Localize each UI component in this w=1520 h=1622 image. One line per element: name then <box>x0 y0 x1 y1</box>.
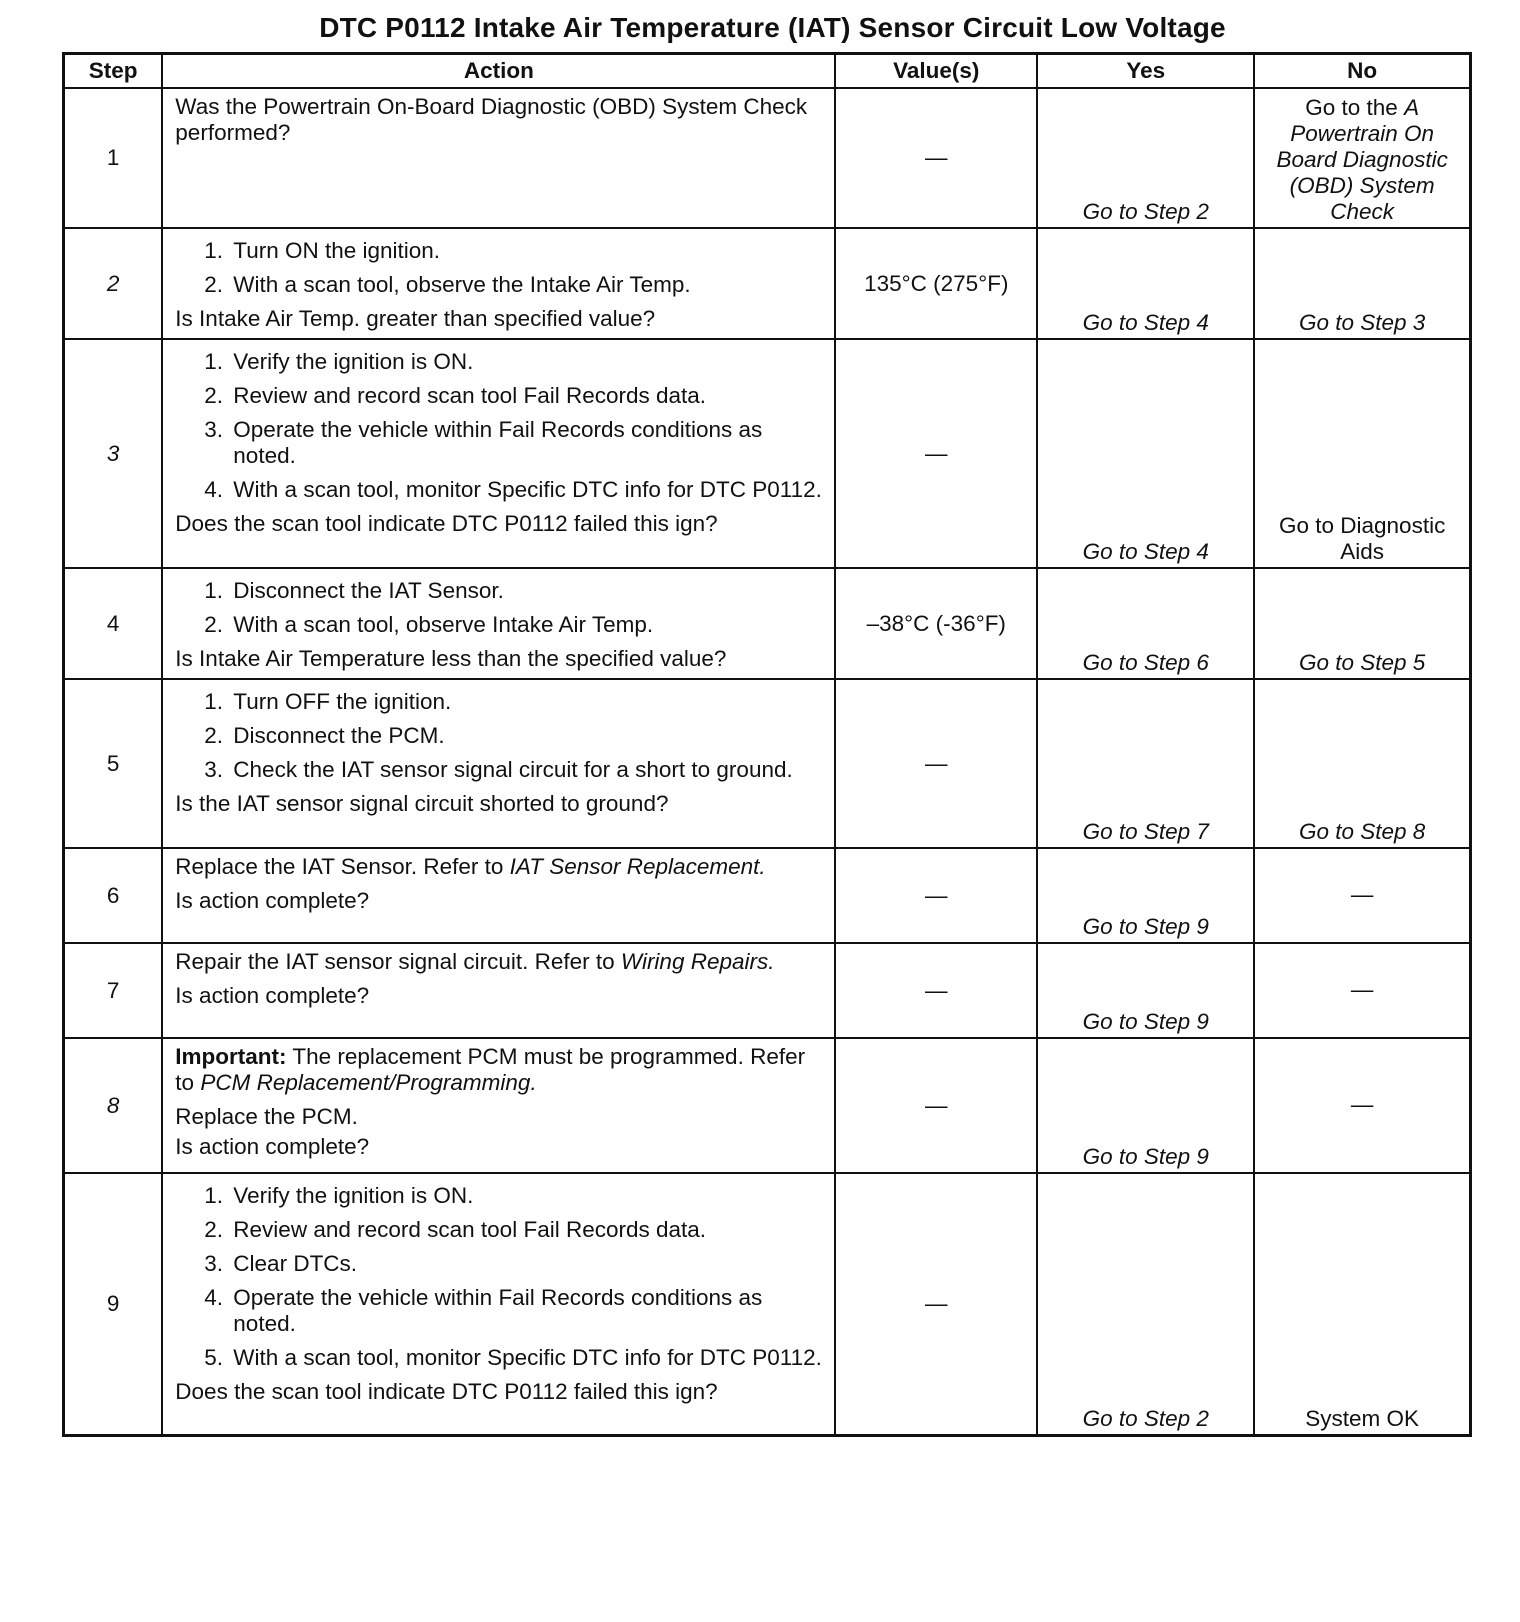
yes-cell: Go to Step 9 <box>1037 943 1254 1038</box>
action-question: Is Intake Air Temp. greater than specified value? <box>175 306 656 331</box>
action-steps <box>175 1183 824 1371</box>
action-cell <box>162 848 835 943</box>
yes-cell: Go to Step 4 <box>1037 339 1254 568</box>
action-step-item: 5. With a scan tool, monitor Specific DTC info for DTC P0112. <box>229 1345 824 1371</box>
value-cell: — <box>835 679 1037 848</box>
action-step-item: 1. Turn ON the ignition. <box>229 238 824 264</box>
no-cell: Go to Step 5 <box>1254 568 1470 679</box>
no-cell <box>1254 88 1470 228</box>
step-number: 9 <box>64 1173 163 1435</box>
important-text: The replacement PCM must be programmed. Refer to <box>175 1044 806 1095</box>
action-cell <box>162 228 835 339</box>
action-step-item: 4. Operate the vehicle within Fail Records conditions as noted. <box>229 1285 824 1337</box>
value-cell: 135°C (275°F) <box>835 228 1037 339</box>
important-label: Important: <box>175 1044 287 1069</box>
action-step-item: 1. Verify the ignition is ON. <box>229 1183 824 1209</box>
action-step-item: 1. Turn OFF the ignition. <box>229 689 824 715</box>
step-number: 7 <box>64 943 163 1038</box>
no-text-prefix: Go to the <box>1305 95 1405 120</box>
header-yes: Yes <box>1037 54 1254 89</box>
no-text: — <box>1350 976 1374 1002</box>
no-cell: Go to Step 8 <box>1254 679 1470 848</box>
action-question: Is the IAT sensor signal circuit shorted to ground? <box>175 791 669 816</box>
no-text: — <box>1350 881 1374 907</box>
action-step-item: 3. Check the IAT sensor signal circuit for a short to ground. <box>229 757 824 783</box>
no-cell <box>1254 339 1470 568</box>
action-step-item: 3. Clear DTCs. <box>229 1251 824 1277</box>
no-cell <box>1254 848 1470 943</box>
header-step: Step <box>64 54 163 89</box>
action-steps <box>175 689 824 783</box>
step-number: 2 <box>64 228 163 339</box>
action-steps <box>175 578 824 638</box>
action-question: Is action complete? <box>175 983 370 1008</box>
step-number: 1 <box>64 88 163 228</box>
value-cell: — <box>835 1038 1037 1173</box>
value-cell: — <box>835 339 1037 568</box>
table-row <box>64 848 1471 943</box>
header-no: No <box>1254 54 1470 89</box>
header-action: Action <box>162 54 835 89</box>
action-cell <box>162 88 835 228</box>
yes-cell: Go to Step 2 <box>1037 1173 1254 1435</box>
action-step-item: 2. With a scan tool, observe the Intake Air Temp. <box>229 272 824 298</box>
action-text-reference: Wiring Repairs. <box>620 949 775 974</box>
yes-cell: Go to Step 6 <box>1037 568 1254 679</box>
page-title: DTC P0112 Intake Air Temperature (IAT) Sensor Circuit Low Voltage <box>319 12 1226 43</box>
action-text <box>175 949 824 975</box>
no-cell <box>1254 943 1470 1038</box>
action-question: Is Intake Air Temperature less than the specified value? <box>175 646 727 671</box>
action-step-item: 2. With a scan tool, observe Intake Air Temp. <box>229 612 824 638</box>
important-note <box>175 1044 824 1096</box>
step-number: 5 <box>64 679 163 848</box>
action-text <box>175 854 824 880</box>
action-text-plain: Replace the IAT Sensor. Refer to <box>175 854 510 879</box>
value-cell: — <box>835 88 1037 228</box>
table-header-row <box>64 54 1471 89</box>
no-cell: Go to Step 3 <box>1254 228 1470 339</box>
action-step-item: 2. Disconnect the PCM. <box>229 723 824 749</box>
value-cell: –38°C (-36°F) <box>835 568 1037 679</box>
action-step-item: 2. Review and record scan tool Fail Records data. <box>229 1217 824 1243</box>
table-row <box>64 679 1471 848</box>
step-number: 4 <box>64 568 163 679</box>
action-cell <box>162 339 835 568</box>
action-cell <box>162 679 835 848</box>
yes-cell: Go to Step 4 <box>1037 228 1254 339</box>
action-cell <box>162 568 835 679</box>
action-cell <box>162 1038 835 1173</box>
no-text: — <box>1350 1091 1374 1117</box>
action-question: Does the scan tool indicate DTC P0112 failed this ign? <box>175 1379 718 1404</box>
no-cell <box>1254 1173 1470 1435</box>
action-step-item: 3. Operate the vehicle within Fail Records conditions as noted. <box>229 417 824 469</box>
header-values: Value(s) <box>835 54 1037 89</box>
diagnostic-table <box>62 52 1472 1437</box>
yes-cell: Go to Step 2 <box>1037 88 1254 228</box>
action-text-reference: IAT Sensor Replacement. <box>509 854 766 879</box>
value-cell: — <box>835 848 1037 943</box>
table-row <box>64 339 1471 568</box>
action-question: Does the scan tool indicate DTC P0112 failed this ign? <box>175 511 718 536</box>
table-row <box>64 1038 1471 1173</box>
action-text-plain: Repair the IAT sensor signal circuit. Refer to <box>175 949 621 974</box>
action-question: Is action complete? <box>175 1134 370 1159</box>
step-number: 6 <box>64 848 163 943</box>
table-row <box>64 568 1471 679</box>
no-text: Go to Diagnostic Aids <box>1278 513 1446 564</box>
action-question: Is action complete? <box>175 888 370 913</box>
action-text: Was the Powertrain On-Board Diagnostic (OBD) System Check performed? <box>175 94 808 145</box>
action-step-item: 4. With a scan tool, monitor Specific DTC info for DTC P0112. <box>229 477 824 503</box>
action-step-item: 2. Review and record scan tool Fail Records data. <box>229 383 824 409</box>
action-text: Replace the PCM. <box>175 1104 358 1129</box>
value-cell: — <box>835 1173 1037 1435</box>
yes-cell: Go to Step 7 <box>1037 679 1254 848</box>
yes-cell: Go to Step 9 <box>1037 848 1254 943</box>
action-cell <box>162 1173 835 1435</box>
table-row <box>64 88 1471 228</box>
action-cell <box>162 943 835 1038</box>
action-step-item: 1. Disconnect the IAT Sensor. <box>229 578 824 604</box>
no-cell <box>1254 1038 1470 1173</box>
table-row <box>64 228 1471 339</box>
no-text-link: A Powertrain On Board Diagnostic (OBD) System Check <box>1276 95 1448 224</box>
value-cell: — <box>835 943 1037 1038</box>
step-number: 8 <box>64 1038 163 1173</box>
action-steps <box>175 238 824 298</box>
no-text: System OK <box>1305 1405 1420 1431</box>
action-steps <box>175 349 824 503</box>
action-step-item: 1. Verify the ignition is ON. <box>229 349 824 375</box>
table-row <box>64 943 1471 1038</box>
important-reference: PCM Replacement/Programming. <box>200 1070 537 1095</box>
table-row <box>64 1173 1471 1435</box>
step-number: 3 <box>64 339 163 568</box>
yes-cell: Go to Step 9 <box>1037 1038 1254 1173</box>
